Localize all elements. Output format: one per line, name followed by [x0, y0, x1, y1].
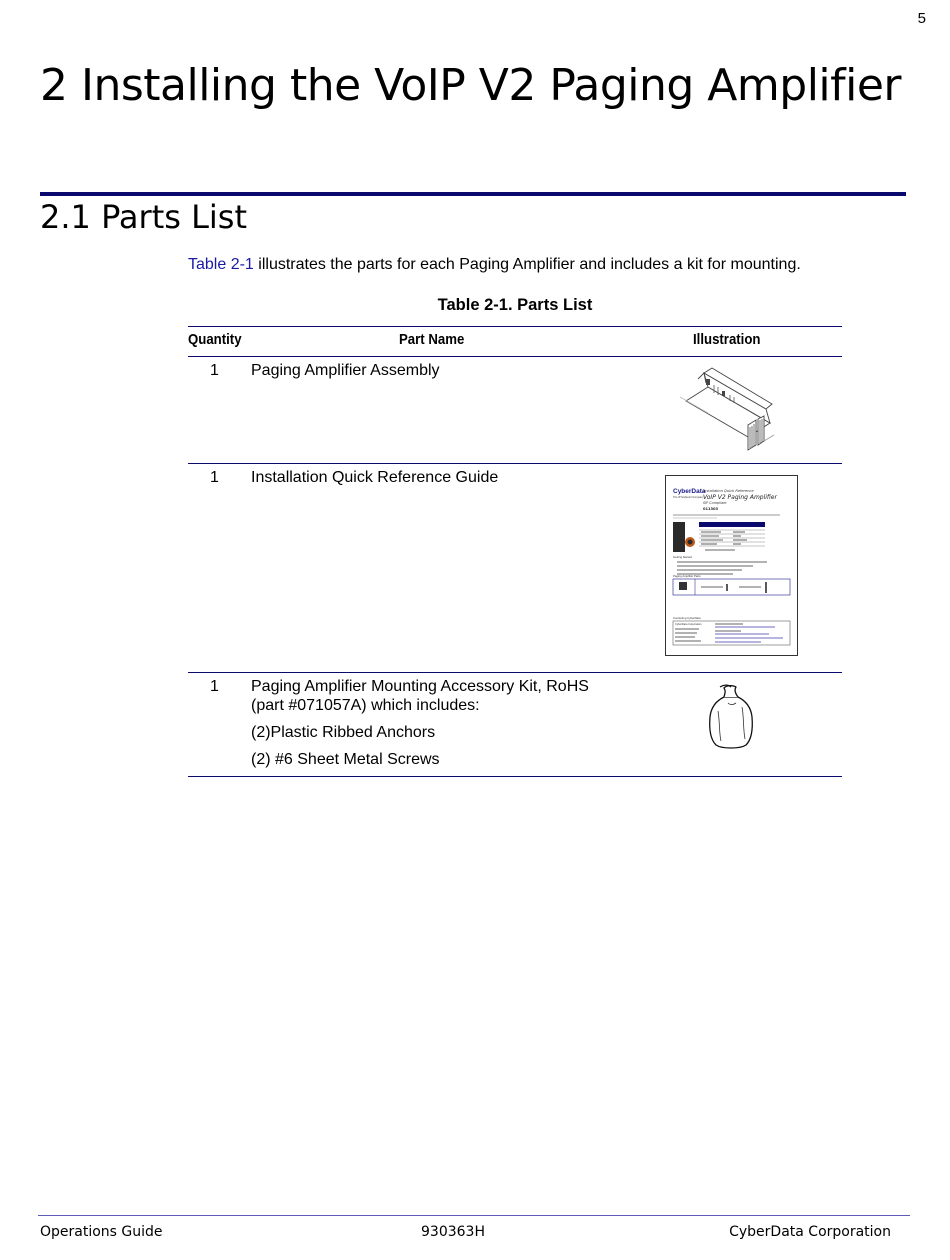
guide-part-number: 011303 [703, 507, 719, 511]
header-quantity: Quantity [188, 331, 242, 348]
row-quantity: 1 [210, 362, 219, 379]
row-quantity: 1 [210, 678, 219, 695]
guide-doc-kind: Installation Quick Reference [703, 489, 754, 493]
guide-section-getting-started: Getting Started [673, 555, 692, 559]
table-caption: Table 2-1. Parts List [437, 296, 593, 314]
part-name-line: Paging Amplifier Assembly [251, 362, 440, 379]
footer-document-title: Operations Guide [40, 1224, 163, 1240]
guide-contact-company: CyberData Corporation [675, 623, 702, 626]
header-part-name: Part Name [399, 331, 465, 348]
row-quantity: 1 [210, 469, 219, 486]
footer-document-number: 930363H [421, 1224, 485, 1240]
section-divider [40, 192, 906, 196]
guide-section-contact: Contacting CyberData [673, 616, 701, 620]
chapter-title: 2 Installing the VoIP V2 Paging Amplifier [40, 60, 902, 111]
part-name-line: (2) #6 Sheet Metal Screws [251, 751, 440, 768]
part-name-line: Paging Amplifier Mounting Accessory Kit, RoHS (part #071057A) which includes: [251, 678, 589, 714]
parts-table [188, 326, 842, 777]
guide-product: VoIP V2 Paging Amplifier [703, 494, 777, 501]
table-row [188, 464, 842, 673]
footer-company-name: CyberData Corporation [729, 1224, 891, 1240]
accessory-bag-drawing [706, 683, 758, 751]
guide-brand: CyberData [673, 488, 706, 495]
section-title: 2.1 Parts List [40, 198, 248, 236]
part-name-line: Installation Quick Reference Guide [251, 469, 499, 486]
guide-section-parts: Paging Amplifier Parts [673, 574, 701, 578]
amplifier-assembly-drawing [678, 365, 778, 455]
intro-text: illustrates the parts for each Paging Amplifier and includes a kit for mounting. [253, 256, 801, 273]
page-number: 5 [917, 10, 926, 27]
quick-reference-guide-thumbnail [665, 475, 798, 656]
table-row [188, 673, 842, 777]
table-row [188, 357, 842, 464]
table-header-row [188, 326, 842, 357]
row-part-name [251, 468, 611, 495]
row-part-name [251, 677, 611, 777]
part-name-line: (2)Plastic Ribbed Anchors [251, 724, 436, 741]
guide-compliance: SIP Compliant [703, 501, 727, 505]
header-illustration: Illustration [693, 331, 761, 348]
footer-divider [38, 1215, 910, 1216]
guide-brand-subtitle: The IP Endpoint Company [673, 496, 704, 499]
intro-paragraph [188, 256, 801, 274]
table-reference-link[interactable]: Table 2-1 [188, 256, 254, 273]
row-part-name [251, 361, 611, 388]
